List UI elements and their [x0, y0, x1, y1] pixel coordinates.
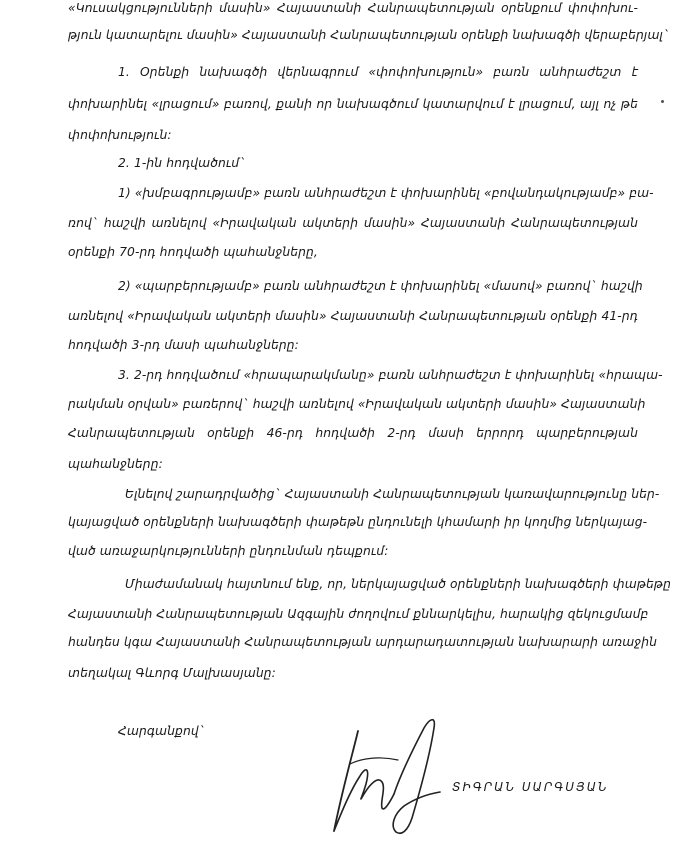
text-line: թյուն կատարելու մասին» Հայաստանի Հանրապետության օրենքի նախագծի վերաբերյալ` — [68, 28, 670, 42]
text-line: րակման օրվան» բառերով` հաշվի առնելով «Իրավական ակտերի մասին» Հայաստանի — [68, 397, 646, 411]
text-line: 3. 2-րդ հոդվածում «հրապարակմանը» բառն անհրաժեշտ է փոխարինել «հրապա- — [118, 368, 663, 382]
text-line: 1. Օրենքի նախագծի վերնագրում «փոփոխություն» բառն անհրաժեշտ է — [118, 65, 638, 79]
text-line: 2) «պարբերությամբ» բառն անհրաժեշտ է փոխարինել «մասով» բառով` հաշվի — [118, 279, 643, 293]
closing-salutation: Հարգանքով` — [118, 724, 205, 738]
text-line: առնելով «Իրավական ակտերի մասին» Հայաստանի Հանրապետության օրենքի 41-րդ — [68, 309, 638, 323]
text-line: ռով` հաշվի առնելով «Իրավական ակտերի մասին» Հայաստանի Հանրապետության — [68, 216, 638, 230]
text-line: «Կուսակցությունների մասին» Հայաստանի Հանրապետության օրենքում փոփոխու- — [68, 1, 638, 15]
text-line: պահանջները: — [68, 457, 163, 471]
text-line: Հայաստանի Հանրապետության Ազգային ժողովում քննարկելիս, հարակից զեկուցմամբ — [68, 607, 649, 621]
text-line: հանդես կգա Հայաստանի Հանրապետության արդարադատության նախարարի առաջին — [68, 635, 658, 649]
text-line: փոխարինել «լրացում» բառով, քանի որ նախագծում կատարվում է լրացում, այլ ոչ թե — [68, 97, 638, 111]
signature-image — [320, 706, 445, 841]
text-line: Հանրապետության օրենքի 46-րդ հոդվածի 2-րդ մասի երրորդ պարբերության — [68, 426, 638, 440]
text-line: Ելնելով շարադրվածից` Հայաստանի Հանրապետության կառավարությունը ներ- — [125, 487, 660, 501]
text-line: ված առաջարկությունների ընդունման դեպքում: — [68, 544, 389, 558]
text-line: Միաժամանակ հայտնում ենք, որ, ներկայացված օրենքների նախագծերի փաթեթը — [125, 577, 671, 591]
text-line: օրենքի 70-րդ հոդվածի պահանջները, — [68, 245, 318, 259]
text-line: փոփոխություն: — [68, 128, 172, 142]
text-line: տեղակալ Գևորգ Մալխասյանը: — [68, 666, 276, 680]
text-line: 1) «խմբագրությամբ» բառն անհրաժեշտ է փոխարինել «բովանդակությամբ» բա- — [118, 186, 654, 200]
text-line: կայացված օրենքների նախագծերի փաթեթն ընդունելի կհամարի իր կողմից ներկայաց- — [68, 515, 648, 529]
text-line: 2. 1-ին հոդվածում` — [118, 156, 246, 170]
signatory-name: ՏԻԳՐԱՆ ՍԱՐԳՍՅԱՆ — [452, 780, 609, 794]
scan-speck — [661, 100, 664, 103]
text-line: հոդվածի 3-րդ մասի պահանջները: — [68, 338, 299, 352]
